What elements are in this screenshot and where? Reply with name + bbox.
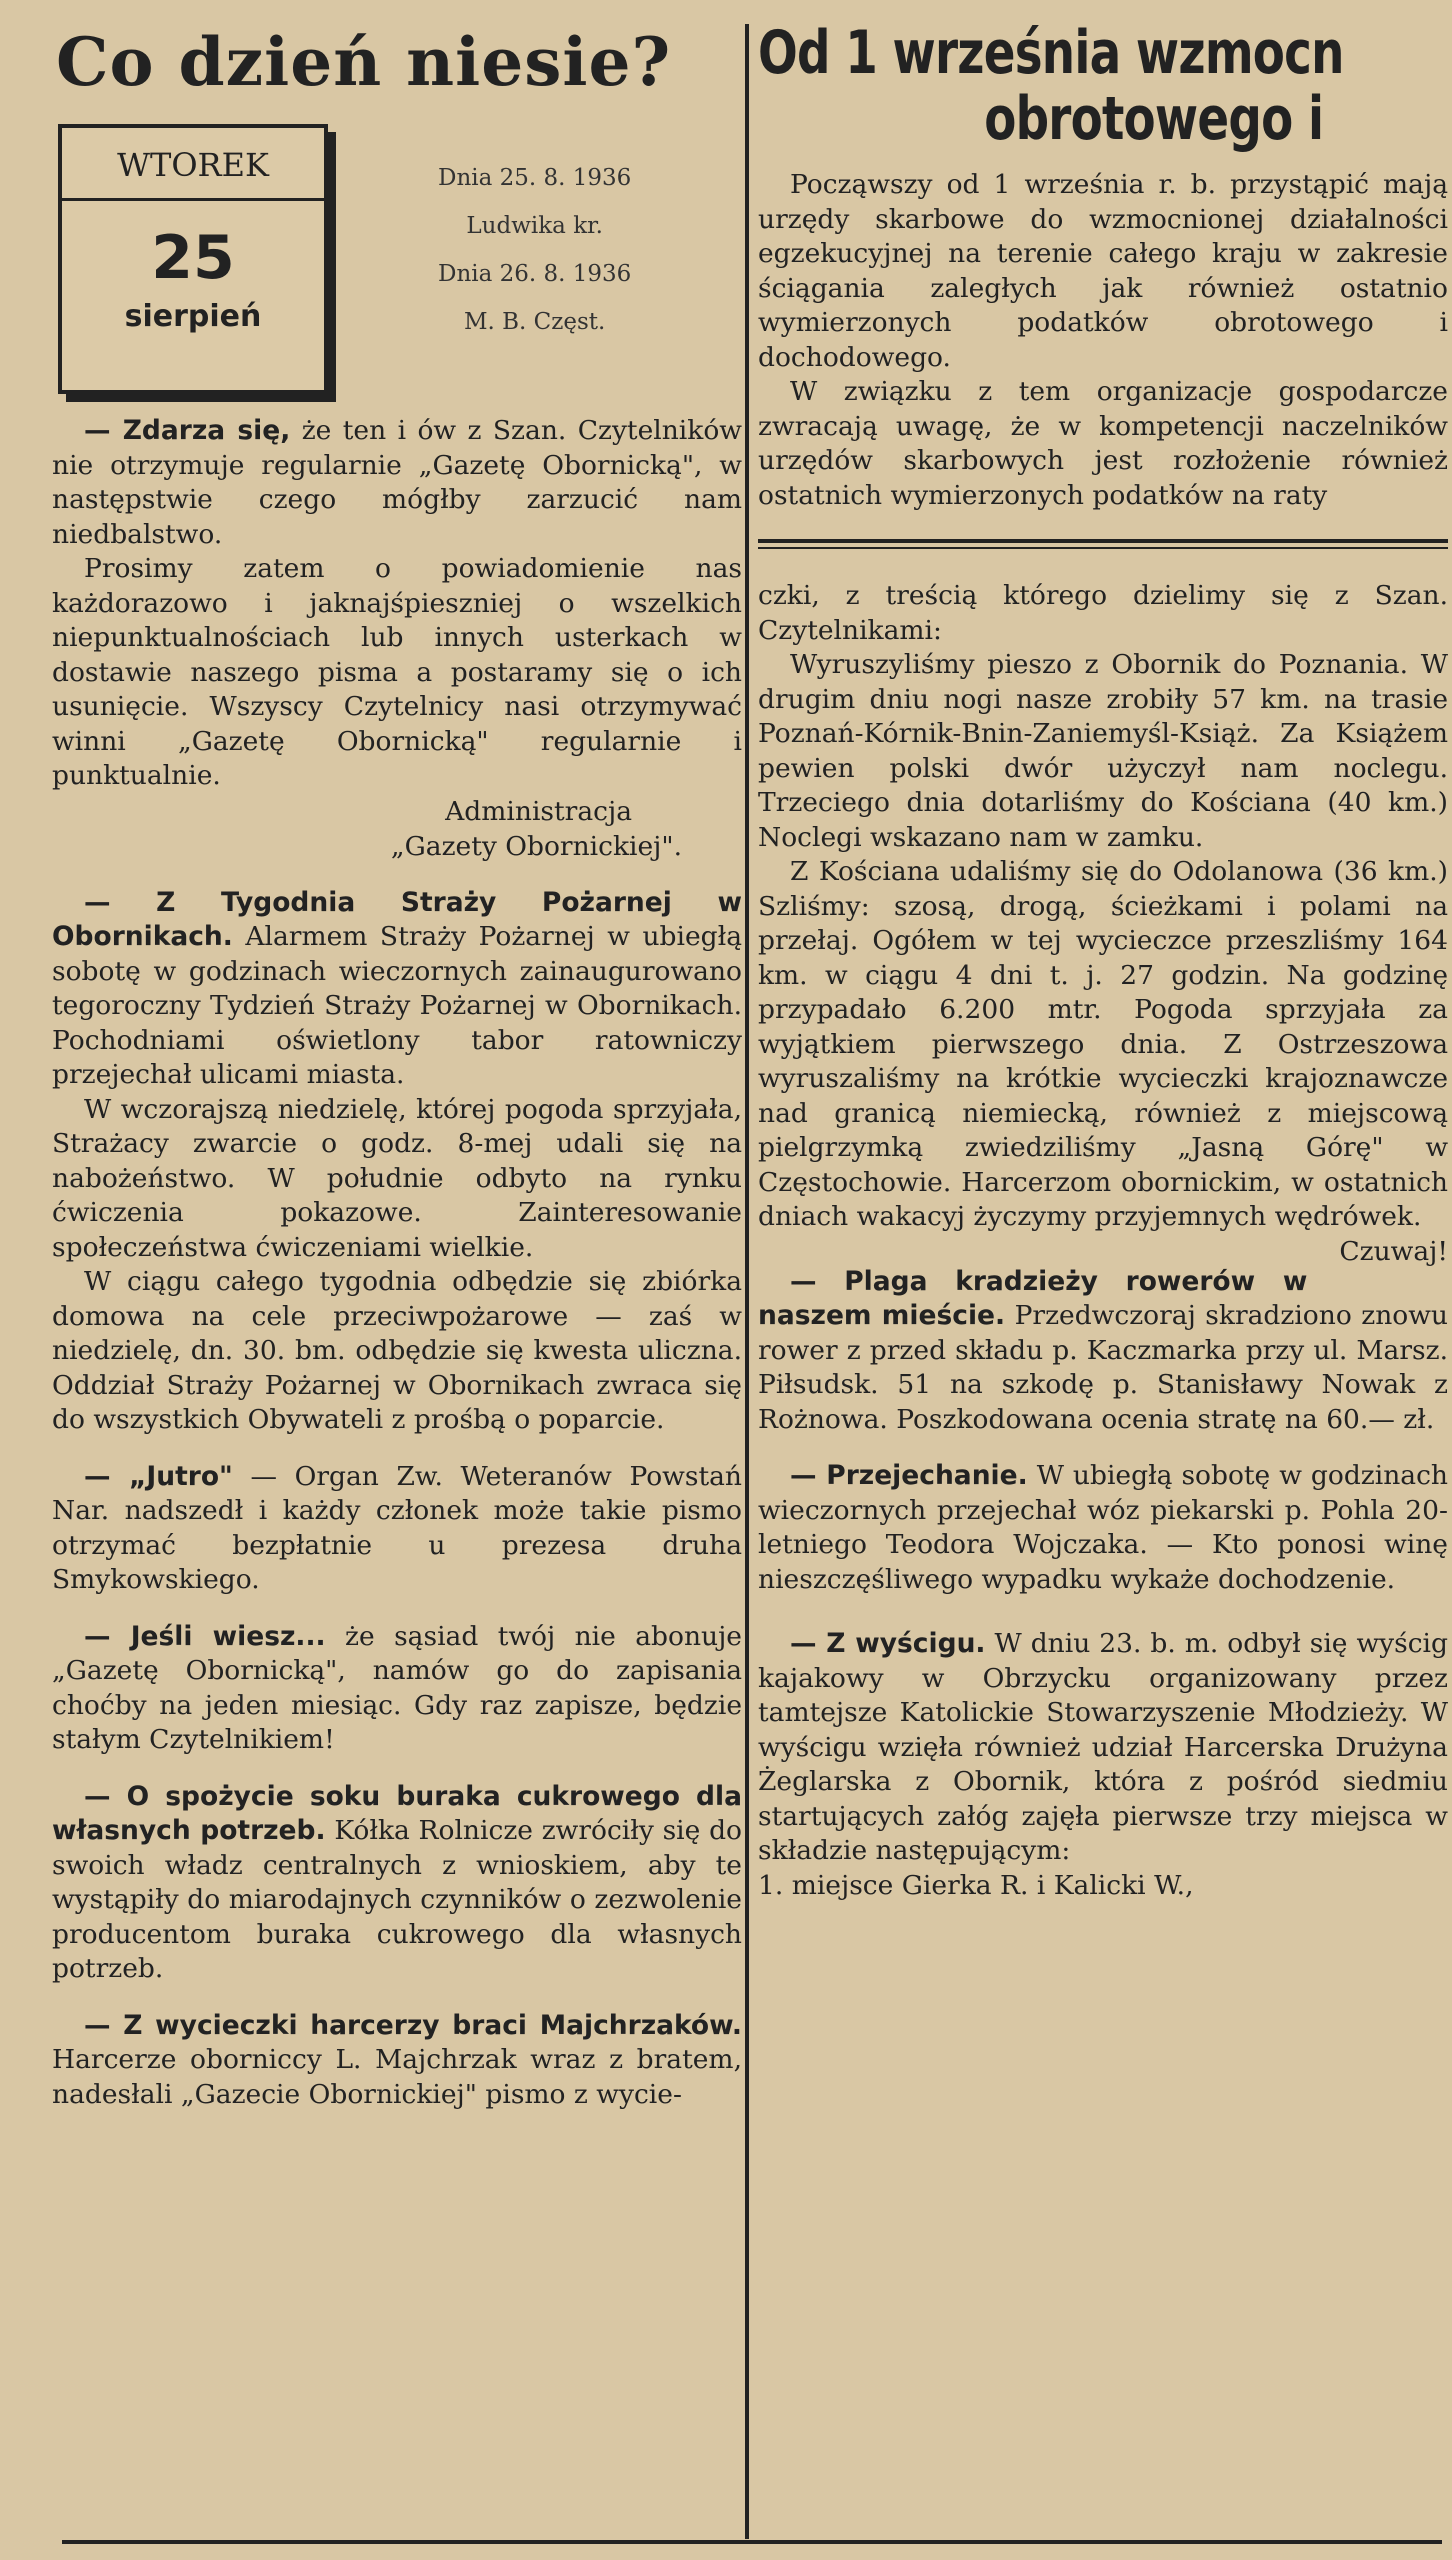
article-lead: — Jeśli wiesz...	[84, 1620, 326, 1652]
article-paragraph: czki, z treścią którego dzielimy się z Szan. Czytelnikami:	[758, 580, 1448, 646]
article-paragraph: Prosimy zatem o powiadomienie nas każdorazowo i jaknajśpieszniej o wszelkich niepunktualnościach lub innych usterkach w dostawie naszego pisma a postaramy się o ich usunięcie. Wszyscy Czytelnicy nasi otrzymywać winni „Gazetę Obornicką" regularnie i punktualnie.	[52, 553, 742, 791]
article-paragraph	[52, 1620, 742, 1758]
article-paragraph	[758, 855, 1448, 1267]
article-paragraph: 1. miejsce Gierka R. i Kalicki W.,	[758, 1869, 1194, 1901]
article-lead: — „Jutro"	[84, 1460, 233, 1492]
article-signature: „Gazety Obornickiej".	[390, 830, 682, 862]
article-paragraph	[52, 1780, 742, 1987]
article-text: Z Kościana udaliśmy się do Odolanowa (36 km.) Szliśmy: szosą, drogą, ścieżkami i polami na przełaj. Ogółem w tej wycieczce przeszliśmy 164 km. w ciągu 4 dni t. j. 27 godzin. Na godzinę przypadało 6.200 mtr. Pogoda sprzyjała za wyjątkiem pierwszego dnia. Z Ostrzeszowa wyruszaliśmy na krótkie wycieczki krajoznawcze nad granicą niemiecką, również z miejscową pielgrzymką zwiedziliśmy „Jasną Górę" w Częstochowie. Harcerzom obornickim, w ostatnich dniach wakacyj życzymy przyjemnych wędrówek.	[758, 856, 1448, 1232]
article-paragraph	[758, 1265, 1448, 1438]
nameday-name-2: M. B. Częst.	[463, 309, 606, 335]
article-scout-trip-continued	[758, 579, 1448, 1267]
headline-line-2: obrotowego i	[984, 84, 1324, 154]
nameday-date-1: Dnia 25. 8. 1936	[438, 165, 632, 191]
left-column	[52, 20, 742, 2112]
article-paragraph: Począwszy od 1 września r. b. przystąpić mają urzędy skarbowe do wzmocnionej działalności egzekucyjnej na terenie całego kraju w zakresie ściągania zaległych jak również ostatnio wymierzonych podatków obrotowego i dochodowego.	[758, 169, 1448, 373]
article-beet-juice	[52, 1780, 742, 1987]
article-text: Przedwczoraj skradziono znowu rower z przed składu p. Kaczmarka przy ul. Marsz. Piłsudsk. 51 na szkodę p. Stanisławy Nowak z Rożnowa. Poszkodowana ocenia stratę na 60.— zł.	[758, 1300, 1448, 1435]
masthead: Co dzień niesie?	[56, 23, 672, 101]
article-lead: — Z wyścigu.	[790, 1628, 986, 1659]
calendar-day: 25	[151, 223, 235, 293]
article-jesli-wiesz	[52, 1620, 742, 1758]
article-paragraph	[52, 886, 742, 1093]
article-lead: — Plaga kradzieży rowerów w naszem mieście.	[758, 1265, 1308, 1331]
calendar-weekday: WTOREK	[117, 146, 269, 184]
nameday-name-1: Ludwika kr.	[466, 213, 603, 239]
article-lead: — Zdarza się,	[84, 415, 291, 446]
article-lead: — Przejechanie.	[790, 1460, 1028, 1491]
column-divider	[745, 24, 749, 2539]
article-lead: — O spożycie soku buraka cukrowego dla własnych potrzeb.	[52, 1780, 742, 1846]
calendar-divider	[62, 198, 324, 201]
article-paragraph: W ciągu całego tygodnia odbędzie się zbiórka domowa na cele przeciwpożarowe — zaś w niedzielę, dn. 30. bm. odbędzie się kwesta uliczna. Oddział Straży Pożarnej w Obornikach zwraca się do wszystkich Obywateli z prośbą o poparcie.	[52, 1266, 742, 1435]
bottom-rule	[62, 2540, 1442, 2544]
article-lead: — Z Tygodnia Straży Pożarnej w Obornikach.	[52, 886, 742, 952]
article-text: Alarmem Straży Pożarnej w ubiegłą sobotę w godzinach wieczornych zainaugurowano tegoroczny Tydzień Straży Pożarnej w Obornikach. Pochodniami oświetlony tabor ratowniczy przejechał ulicami miasta.	[52, 921, 742, 1090]
headline-line-1: Od 1 września wzmocn	[758, 18, 1344, 88]
article-signature: Administracja	[445, 795, 632, 827]
article-text: że ten i ów z Szan. Czytelników nie otrzymuje regularnie „Gazetę Obornicką", w następstwie czego mógłby zarzucić nam niedbalstwo.	[52, 415, 742, 550]
calendar-row	[52, 124, 742, 414]
article-text: Kółka Rolnicze zwróciły się do swoich władz centralnych z wnioskiem, aby te wystąpiły do miarodajnych czynników o zezwolenie producentom buraka cukrowego dla własnych potrzeb.	[52, 1815, 742, 1984]
article-text: Harcerze oborniccy L. Majchrzak wraz z bratem, nadesłali „Gazecie Obornickiej" pismo z wycie-	[52, 2044, 742, 2110]
article-text: W ubiegłą sobotę w godzinach wieczornych przejechał wóz piekarski p. Pohla 20-letniego Teodora Wojczaka. — Kto ponosi winę nieszczęśliwego wypadku wykaże dochodzenie.	[758, 1460, 1448, 1595]
article-text: że sąsiad twój nie abonuje „Gazetę Obornicką", namów go do zapisania choćby na jeden miesiąc. Gdy raz zapisze, będzie stałym Czytelnikiem!	[52, 1620, 742, 1755]
article-paragraph	[52, 1460, 742, 1598]
article-paragraph: W wczorajszą niedzielę, której pogoda sprzyjała, Strażacy zwarcie o godz. 8-mej udali się na nabożeństwo. W południe odbyto na rynku ćwiczenia pokazowe. Zainteresowanie społeczeństwa ćwiczeniami wielkie.	[52, 1093, 742, 1263]
article-signoff: Czuwaj!	[1339, 1235, 1448, 1267]
article-paragraph	[52, 414, 742, 552]
article-jutro	[52, 1460, 742, 1598]
section-divider	[758, 539, 1448, 549]
article-paragraph	[758, 1627, 1448, 1869]
article-paragraph: W związku z tem organizacje gospodarcze zwracają uwagę, że w kompetencji naczelników urzędów skarbowych jest rozłożenie również ostatnich wymierzonych podatków na raty	[758, 376, 1448, 511]
article-paragraph	[758, 1459, 1448, 1597]
namedays	[438, 154, 631, 414]
right-column	[758, 20, 1448, 1903]
article-bicycle-theft	[758, 1265, 1448, 1438]
article-fire-brigade	[52, 886, 742, 1438]
calendar-box	[58, 124, 328, 394]
article-run-over	[758, 1459, 1448, 1597]
article-tax-enforcement	[758, 168, 1448, 513]
article-paragraph	[52, 2009, 742, 2113]
article-subscription	[52, 414, 742, 864]
article-text: — Organ Zw. Weteranów Powstań Nar. nadszedł i każdy członek może takie pismo otrzymać bezpłatnie u prezesa druha Smykowskiego.	[52, 1460, 742, 1595]
article-lead: — Z wycieczki harcerzy braci Majchrzaków.	[84, 2009, 742, 2041]
calendar-month: sierpień	[124, 299, 262, 334]
article-text: W dniu 23. b. m. odbył się wyścig kajakowy w Obrzycku organizowany przez tamtejsze Katolickie Stowarzyszenie Młodzieży. W wyścigu wzięła również udział Harcerska Drużyna Żeglarska z Obornik, która z pośród siedmiu startujących załóg zajęła pierwsze trzy miejsca w składzie następującym:	[758, 1628, 1448, 1866]
article-paragraph: Wyruszyliśmy pieszo z Obornik do Poznania. W drugim dniu nogi nasze zrobiły 57 km. na trasie Poznań-Kórnik-Bnin-Zaniemyśl-Książ. Za Książem pewien polski dwór użyczył nam noclegu. Trzeciego dnia dotarliśmy do Kościana (40 km.) Noclegi wskazano nam w zamku.	[758, 649, 1448, 853]
article-kayak-race	[758, 1627, 1448, 1903]
nameday-date-2: Dnia 26. 8. 1936	[438, 261, 632, 287]
article-scout-trip	[52, 2009, 742, 2113]
